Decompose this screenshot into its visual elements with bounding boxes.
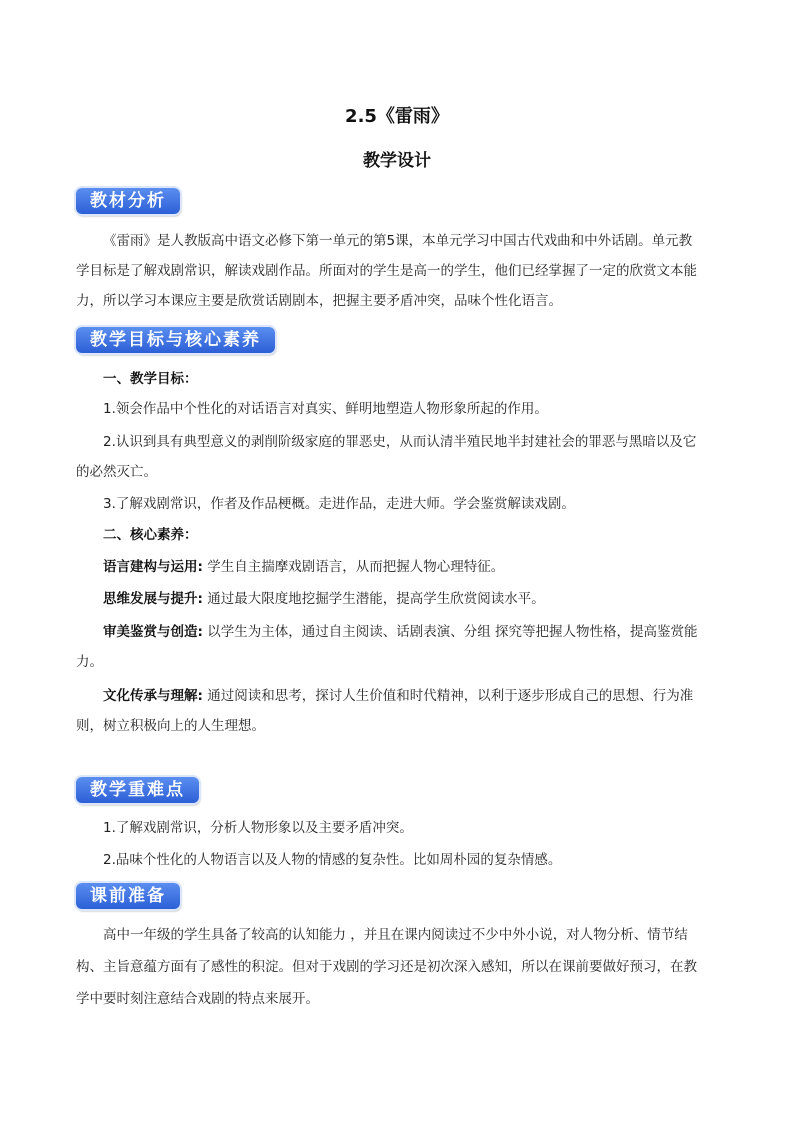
core-item-label: 语言建构与运用: (103, 559, 203, 575)
core-item-aesthetics-continued: 力。 (76, 654, 103, 670)
document-title: 2.5《雷雨》 (345, 106, 449, 127)
goal-item-1: 1.领会作品中个性化的对话语言对真实、鲜明地塑造人物形象所起的作用。 (103, 401, 548, 417)
core-item-culture (103, 686, 726, 706)
core-item-label: 审美鉴赏与创造: (103, 624, 203, 640)
section-header-textbook-analysis: 教材分析 (76, 188, 180, 214)
key-point-2: 2.品味个性化的人物语言以及人物的情感的复杂性。比如周朴园的复杂情感。 (103, 852, 562, 868)
goal-item-2: 2.认识到具有典型意义的剥削阶级家庭的罪恶史，从而认清半殖民地半封建社会的罪恶与黑暗以及它 (103, 434, 697, 450)
document-subtitle: 教学设计 (363, 151, 431, 171)
core-item-thinking (103, 589, 726, 609)
core-item-text: 学生自主揣摩戏剧语言，从而把握人物心理特征。 (202, 559, 505, 575)
key-point-1: 1.了解戏剧常识，分析人物形象以及主要矛盾冲突。 (103, 820, 413, 836)
paragraph-line: 力，所以学习本课应主要是欣赏话剧剧本，把握主要矛盾冲突，品味个性化语言。 (76, 293, 562, 309)
core-item-aesthetics (103, 622, 726, 642)
paragraph-line: 高中一年级的学生具备了较高的认知能力 ，并且在课内阅读过不少中外小说，对人物分析、情节结 (103, 927, 688, 943)
paragraph-line: 《雷雨》是人教版高中语文必修下第一单元的第5课，本单元学习中国古代戏曲和中外话剧。单元教 (103, 233, 693, 249)
subheading-goals: 一、教学目标： (103, 371, 198, 387)
core-item-label: 思维发展与提升: (103, 591, 203, 607)
subheading-core-literacy: 二、核心素养： (103, 527, 198, 543)
paragraph-line: 学目标是了解戏剧常识，解读戏剧作品。所面对的学生是高一的学生，他们已经掌握了一定的欣赏文本能 (76, 263, 697, 279)
core-item-language (103, 557, 726, 577)
section-header-objectives: 教学目标与核心素养 (76, 327, 275, 353)
section-header-key-points: 教学重难点 (76, 777, 199, 803)
core-item-text: 以学生为主体，通过自主阅读、话剧表演、分组 探究等把握人物性格，提高鉴赏能 (202, 624, 698, 640)
core-item-text: 通过阅读和思考，探讨人生价值和时代精神，以利于逐步形成自己的思想、行为准 (202, 688, 694, 704)
paragraph-line: 学中要时刻注意结合戏剧的特点来展开。 (76, 991, 319, 1007)
core-item-text: 通过最大限度地挖掘学生潜能，提高学生欣赏阅读水平。 (202, 591, 545, 607)
paragraph-line: 构、主旨意蕴方面有了感性的积淀。但对于戏剧的学习还是初次深入感知，所以在课前要做好预习，在教 (76, 959, 697, 975)
goal-item-2-continued: 的必然灭亡。 (76, 464, 157, 480)
core-item-label: 文化传承与理解: (103, 688, 203, 704)
section-header-preparation: 课前准备 (76, 883, 180, 909)
core-item-culture-continued: 则，树立积极向上的人生理想。 (76, 718, 265, 734)
goal-item-3: 3.了解戏剧常识，作者及作品梗概。走进作品，走进大师。学会鉴赏解读戏剧。 (103, 496, 575, 512)
